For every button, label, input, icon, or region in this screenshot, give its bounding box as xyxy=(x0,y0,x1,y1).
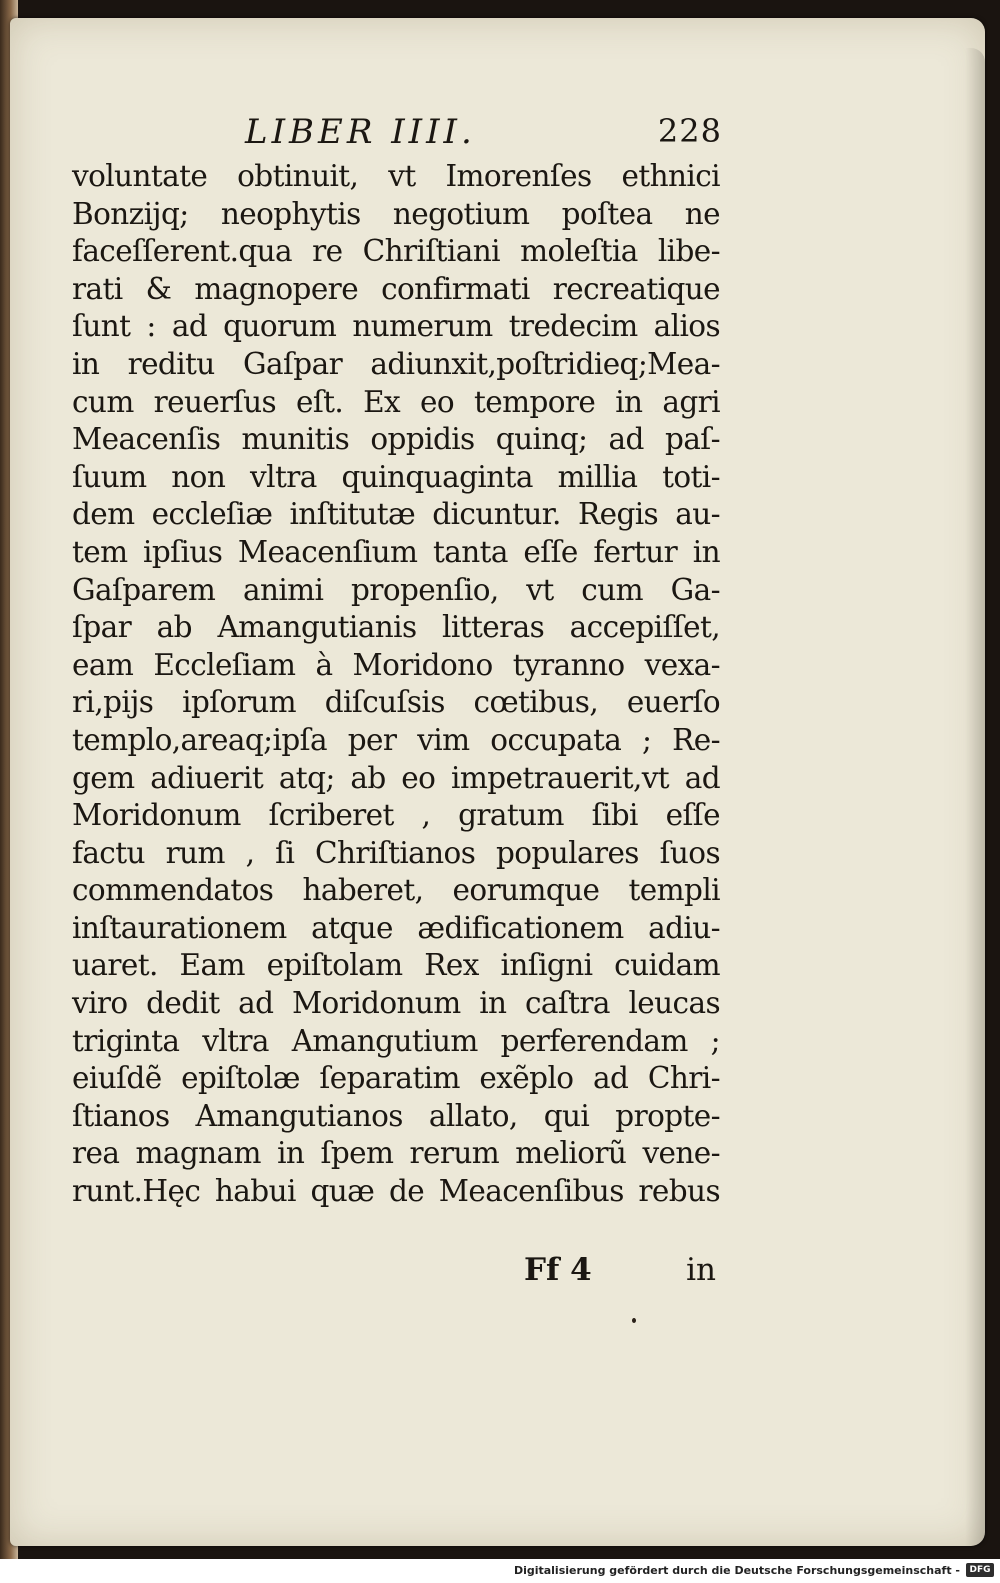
text-line: tem ipſius Meacenſium tanta eſſe fertur in xyxy=(72,534,720,569)
text-line: inſtaurationem atque ædificationem adiu- xyxy=(72,910,720,945)
text-line: templo,areaq;ipſa per vim occupata ; Re- xyxy=(72,722,720,757)
dfg-logo[interactable]: DFG xyxy=(966,1563,994,1577)
credit-text: Digitalisierung gefördert durch die Deutsche Forschungsgemeinschaft - xyxy=(513,1564,960,1577)
text-line: viro dedit ad Moridonum in caſtra leucas xyxy=(72,986,720,1021)
text-line: faceſſerent.qua re Chriſtiani moleſtia libe- xyxy=(72,234,720,269)
page-footer xyxy=(72,1252,720,1296)
catchword: in xyxy=(686,1252,716,1288)
text-line: eiuſdẽ epiſtolæ ſeparatim exẽplo ad Chri- xyxy=(72,1061,720,1096)
text-line: ri,pijs ipſorum diſcuſsis cœtibus, euerſo xyxy=(72,685,720,720)
text-line: factu rum , ſi Chriſtianos populares ſuos xyxy=(72,835,720,870)
running-title: LIBER IIII. xyxy=(245,112,476,152)
text-line: Gaſparem animi propenſio, vt cum Ga- xyxy=(72,572,720,607)
text-line: rati & magnopere confirmati recreatique xyxy=(72,271,720,306)
text-line: cum reuerſus eſt. Ex eo tempore in agri xyxy=(72,384,720,419)
text-line: Moridonum ſcriberet , gratum ſibi eſſe xyxy=(72,798,720,833)
text-line: commendatos haberet, eorumque templi xyxy=(72,873,720,908)
page-number: 228 xyxy=(657,112,722,150)
text-line: ſunt : ad quorum numerum tredecim alios xyxy=(72,309,720,344)
text-line: runt.Hęc habui quæ de Meacenſibus rebus xyxy=(72,1174,720,1209)
text-line: Meacenſis munitis oppidis quinq; ad paſ- xyxy=(72,422,720,457)
text-line: gem adiuerit atq; ab eo impetrauerit,vt ad xyxy=(72,760,720,795)
credit-bar xyxy=(0,1559,1000,1583)
text-line: triginta vltra Amangutium perferendam ; xyxy=(72,1023,720,1058)
text-line: rea magnam in ſpem rerum meliorũ vene- xyxy=(72,1136,720,1171)
ink-speck xyxy=(632,1318,636,1323)
text-line: ſpar ab Amangutianis litteras accepiſſet, xyxy=(72,610,720,645)
text-line: eam Eccleſiam à Moridono tyranno vexa- xyxy=(72,647,720,682)
signature-mark: Ff 4 xyxy=(524,1252,592,1288)
text-line: in reditu Gaſpar adiunxit,poſtridieq;Mea- xyxy=(72,346,720,381)
body-text xyxy=(72,158,720,1211)
text-line: ſtianos Amangutianos allato, qui propte- xyxy=(72,1098,720,1133)
text-line: uaret. Eam epiſtolam Rex inſigni cuidam xyxy=(72,948,720,983)
page-shadow xyxy=(965,48,985,1548)
text-line: ſuum non vltra quinquaginta millia toti- xyxy=(72,459,720,494)
text-line: Bonzijq; neophytis negotium poſtea ne xyxy=(72,196,720,231)
page-header xyxy=(70,112,730,156)
text-line: voluntate obtinuit, vt Imorenſes ethnici xyxy=(72,159,720,193)
text-line: dem eccleſiæ inſtitutæ dicuntur. Regis au- xyxy=(72,497,720,532)
